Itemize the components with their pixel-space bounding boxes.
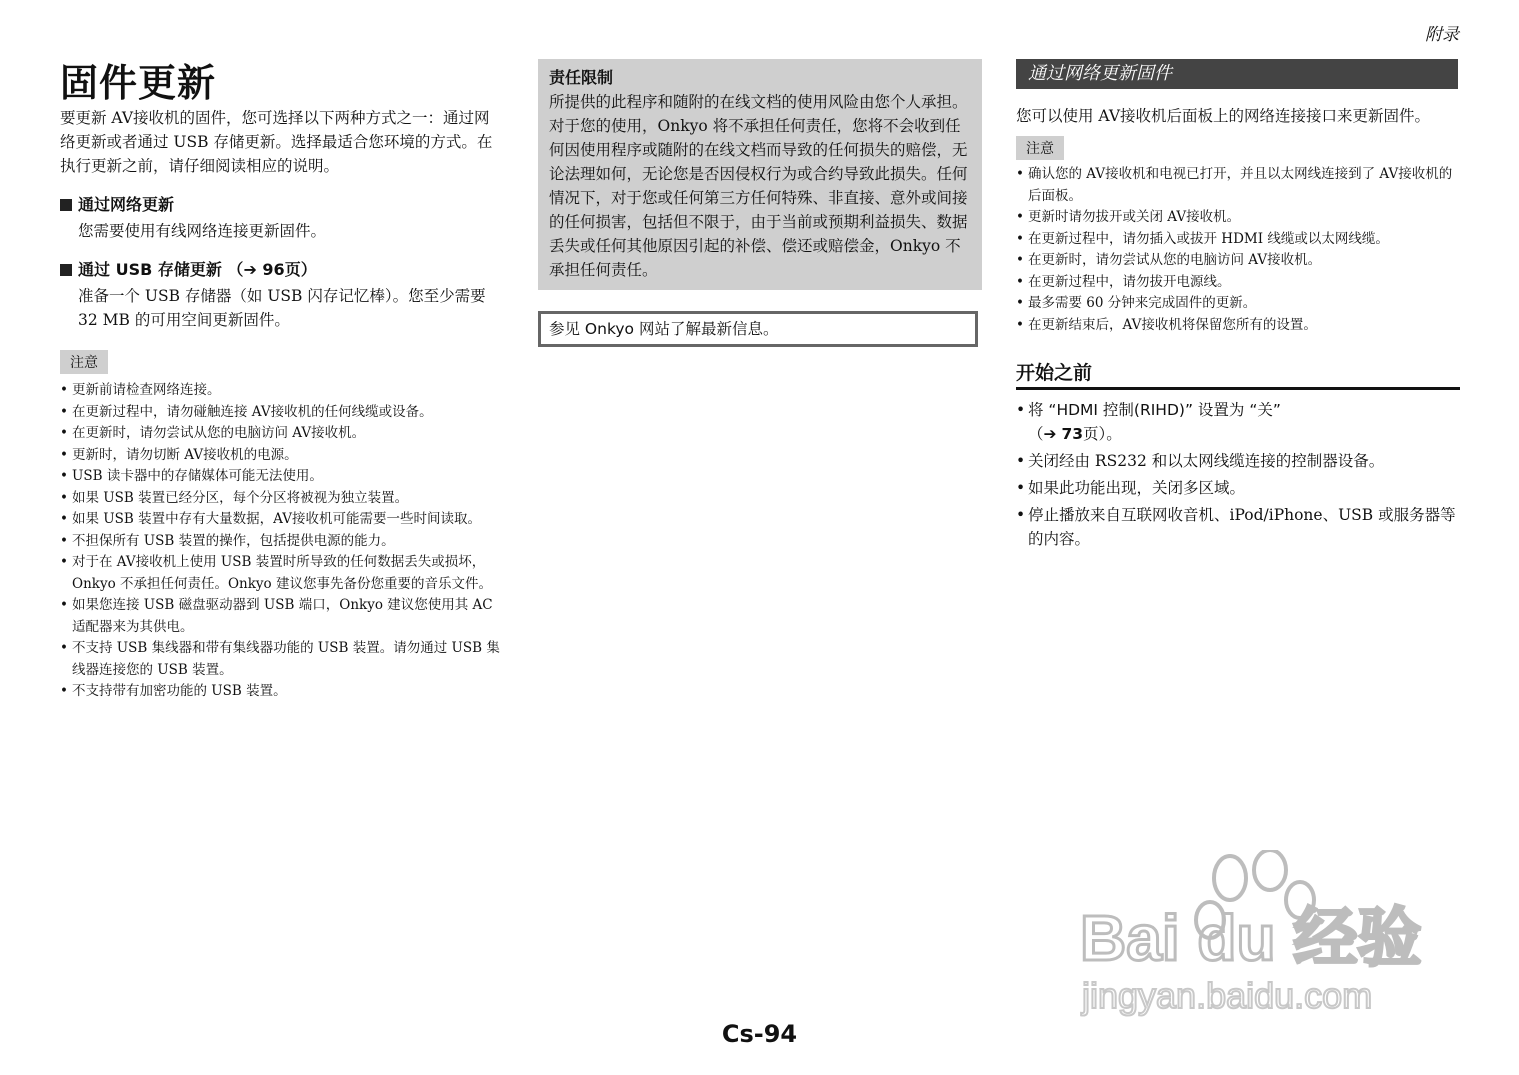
network-update-text: 您需要使用有线网络连接更新固件。	[78, 222, 327, 240]
right-column	[1016, 104, 1460, 554]
liability-text: 所提供的此程序和随附的在线文档的使用风险由您个人承担。对于您的使用，Onkyo 将不承担任何责任，您将不会收到任何因使用程序或随附的在线文档而导致的任何损失的赔偿，无论法理如何，无论您是否因侵权行为或合约导致此损失。任何情况下，对于您或任何第三方任何特殊、非直接、意外或间接的任何损害，包括但不限于，由于当前或预期利益损失、数据丢失或任何其他原因引起的补偿、偿还或赔偿金，Onkyo 不承担任何责任。	[549, 93, 968, 279]
list-item: • 在更新过程中，请勿插入或拔开 HDMI 线缆或以太网线缆。	[1016, 229, 1460, 251]
watermark-brand: Bai du 经验	[1080, 902, 1422, 974]
before-you-start-list	[1016, 398, 1460, 551]
usb-update-section	[60, 257, 500, 332]
page-reference-link[interactable]: 73	[1061, 425, 1084, 443]
list-item: • 对于在 AV接收机上使用 USB 装置时所导致的任何数据丢失或损坏，Onkyo 不承担任何责任。Onkyo 建议您事先备份您重要的音乐文件。	[60, 552, 500, 595]
intro-paragraph: 要更新 AV接收机的固件，您可选择以下两种方式之一：通过网络更新或者通过 USB 存储更新。选择最适合您环境的方式。在执行更新之前，请仔细阅读相应的说明。	[60, 109, 493, 175]
arrow-icon: ➔	[1043, 425, 1057, 443]
list-item: • 停止播放来自互联网收音机、iPod/iPhone、USB 或服务器等的内容。	[1016, 503, 1460, 551]
page-title: 固件更新	[60, 61, 217, 105]
list-item: • 在更新过程中，请勿拔开电源线。	[1016, 272, 1460, 294]
list-item: • 最多需要 60 分钟来完成固件的更新。	[1016, 293, 1460, 315]
list-item: • 如果 USB 装置已经分区，每个分区将被视为独立装置。	[60, 488, 500, 510]
baidu-watermark	[1060, 850, 1440, 1020]
list-item: • 不担保所有 USB 装置的操作，包括提供电源的能力。	[60, 531, 500, 553]
baidu-paw-logo	[1060, 850, 1440, 1020]
usb-update-text: 准备一个 USB 存储器（如 USB 闪存记忆棒）。您至少需要 32 MB 的可用空间更新固件。	[78, 287, 486, 329]
appendix-label: 附录	[1425, 25, 1459, 45]
left-column	[60, 106, 500, 703]
usb-update-heading-suffix: 页）	[284, 260, 317, 279]
website-notice-box: 参见 Onkyo 网站了解最新信息。	[538, 311, 978, 347]
list-item: • 关闭经由 RS232 和以太网线缆连接的控制器设备。	[1016, 449, 1460, 473]
list-item: • 不支持带有加密功能的 USB 装置。	[60, 681, 500, 703]
list-item: • 不支持 USB 集线器和带有集线器功能的 USB 装置。请勿通过 USB 集线器连接您的 USB 装置。	[60, 638, 500, 681]
list-item: • 如果 USB 装置中存有大量数据，AV接收机可能需要一些时间读取。	[60, 509, 500, 531]
arrow-icon: ➔	[243, 260, 257, 279]
list-item: • 在更新时，请勿尝试从您的电脑访问 AV接收机。	[1016, 250, 1460, 272]
watermark-url: jingyan.baidu.com	[1082, 975, 1373, 1016]
ref-prefix: （	[1028, 425, 1044, 443]
before-you-start-heading: 开始之前	[1016, 358, 1460, 390]
square-bullet-icon	[60, 199, 72, 211]
square-bullet-icon	[60, 264, 72, 276]
note-label: 注意	[60, 350, 108, 374]
network-firmware-title: 通过网络更新固件	[1016, 59, 1458, 89]
list-item: • 在更新过程中，请勿碰触连接 AV接收机的任何线缆或设备。	[60, 402, 500, 424]
list-item: • 在更新结束后，AV接收机将保留您所有的设置。	[1016, 315, 1460, 337]
hdmi-setting-text: 将 “HDMI 控制(RIHD)” 设置为 “关”	[1028, 401, 1281, 419]
list-item: • 更新前请检查网络连接。	[60, 380, 500, 402]
network-update-section	[60, 192, 500, 243]
list-item: • 确认您的 AV接收机和电视已打开，并且以太网线连接到了 AV接收机的后面板。	[1016, 164, 1460, 207]
note-list	[60, 380, 500, 703]
list-item: • 如果此功能出现，关闭多区域。	[1016, 476, 1460, 500]
ref-suffix: 页）。	[1083, 425, 1122, 443]
network-intro-paragraph: 您可以使用 AV接收机后面板上的网络连接接口来更新固件。	[1016, 107, 1431, 125]
list-item: • USB 读卡器中的存储媒体可能无法使用。	[60, 466, 500, 488]
usb-update-heading: 通过 USB 存储更新 （	[78, 260, 244, 279]
network-note-list	[1016, 164, 1460, 336]
liability-title: 责任限制	[549, 68, 614, 87]
page-reference-link[interactable]: 96	[262, 260, 285, 279]
liability-box	[538, 59, 982, 290]
list-item	[1016, 398, 1460, 446]
list-item: • 如果您连接 USB 磁盘驱动器到 USB 端口，Onkyo 建议您使用其 AC 适配器来为其供电。	[60, 595, 500, 638]
page-number: Cs-94	[721, 1020, 798, 1048]
list-item: • 更新时请勿拔开或关闭 AV接收机。	[1016, 207, 1460, 229]
list-item: • 更新时，请勿切断 AV接收机的电源。	[60, 445, 500, 467]
note-label: 注意	[1016, 136, 1064, 160]
list-item: • 在更新时，请勿尝试从您的电脑访问 AV接收机。	[60, 423, 500, 445]
network-update-heading: 通过网络更新	[78, 195, 175, 214]
